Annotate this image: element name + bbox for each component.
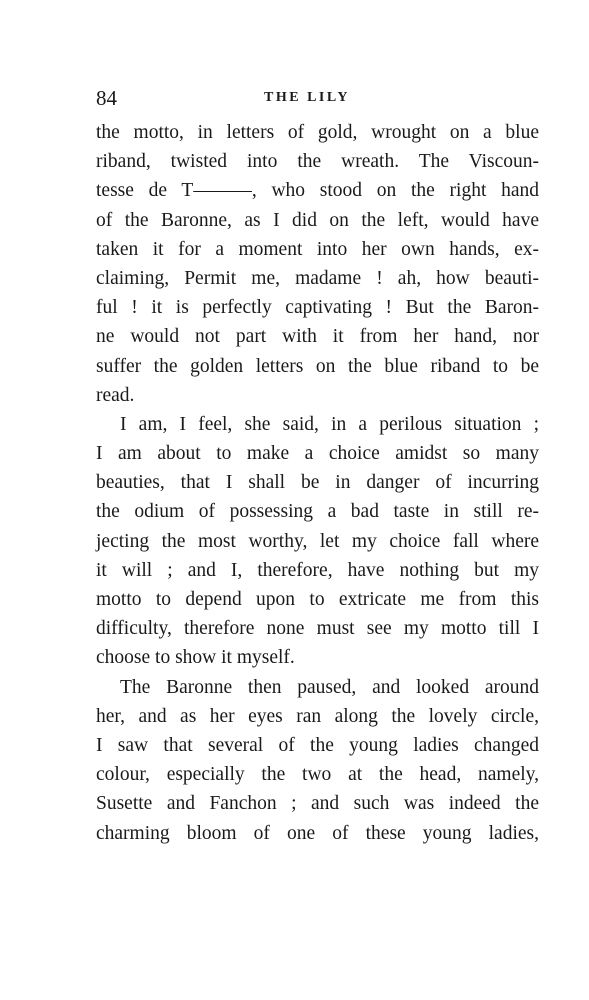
text-line: colour, especially the two at the head, namely, [96,764,539,786]
running-head: THE LILY [264,90,351,105]
text-line: Susette and Fanchon ; and such was indeed the [96,793,539,815]
text-line: claiming, Permit me, madame ! ah, how beauti- [96,267,539,289]
text-line: ne would not part with it from her hand, nor [96,326,539,348]
text-line: I am about to make a choice amidst so many [96,443,539,465]
text-line: motto to depend upon to extricate me from this [96,589,539,610]
text-line: her, and as her eyes ran along the lovely circle, [96,705,539,727]
text-line: ful ! it is perfectly captivating ! But the Baron- [96,297,539,319]
text-line: difficulty, therefore none must see my motto till I [96,618,539,640]
text-line: choose to show it myself. [96,647,295,669]
text-line: I am, I feel, she said, in a perilous situation ; [120,413,539,435]
text-line: the odium of possessing a bad taste in still re- [96,501,539,523]
page-number: 84 [96,86,117,110]
text-line: suffer the golden letters on the blue riband to be [96,355,539,377]
text-line: read. [96,384,135,406]
text-line: charming bloom of one of these young ladies, [96,822,539,844]
text-line: taken it for a moment into her own hands, ex- [96,238,539,260]
text-line: tesse de T———, who stood on the right hand [96,180,539,202]
body-text [96,118,539,848]
text-line: The Baronne then paused, and looked around [120,676,539,698]
text-line: the motto, in letters of gold, wrought on a blue [96,122,539,143]
text-line: beauties, that I shall be in danger of incurring [96,472,539,494]
text-line: I saw that several of the young ladies changed [96,734,539,756]
text-line: it will ; and I, therefore, have nothing but my [96,559,539,581]
page-header [96,86,538,116]
text-line: riband, twisted into the wreath. The Viscoun- [96,151,539,173]
text-line: jecting the most worthy, let my choice fall where [96,530,539,552]
text-line: of the Baronne, as I did on the left, would have [96,209,539,231]
